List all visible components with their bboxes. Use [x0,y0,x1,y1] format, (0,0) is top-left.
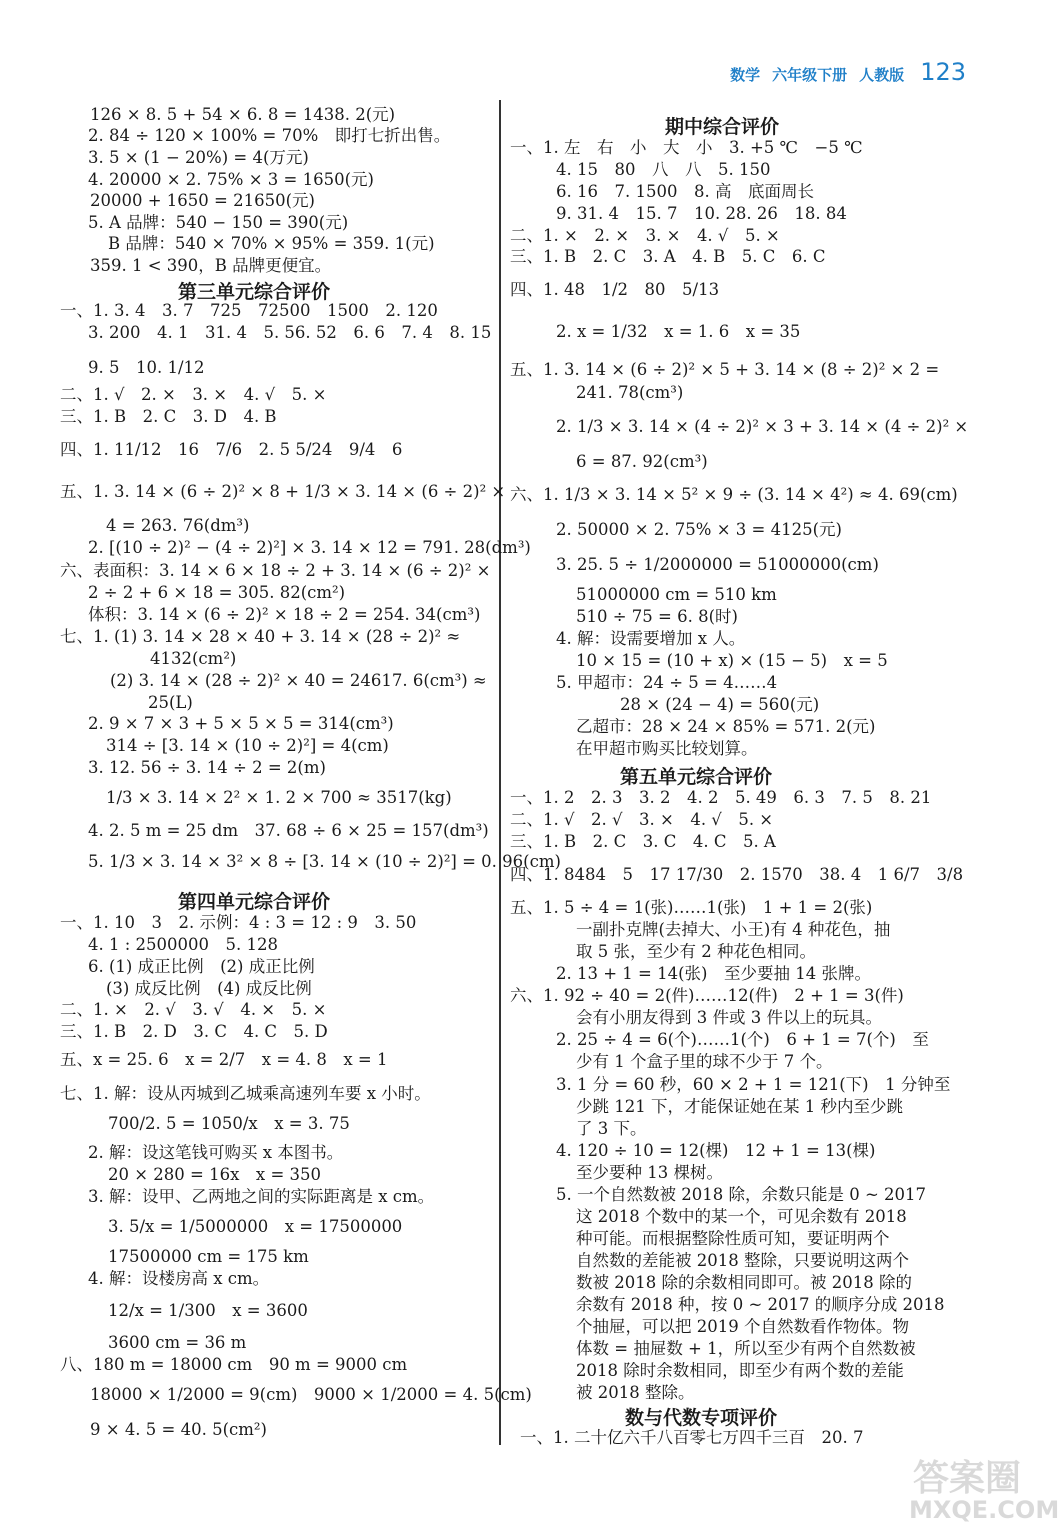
answer-line: 359. 1 < 390，B 品牌更便宜。 [90,256,332,275]
answer-line: 6 = 87. 92(cm³) [576,452,708,471]
answer-line: 五、1. 3. 14 × (6 ÷ 2)² × 5 + 3. 14 × (8 ÷ 2)² × 2 = [510,360,940,379]
answer-line: 数被 2018 除的余数相同即可。被 2018 除的 [576,1273,912,1292]
answer-line: 五、1. 3. 14 × (6 ÷ 2)² × 8 + 1/3 × 3. 14 × (6 ÷ 2)² × [60,482,506,501]
header-subject: 数学 [730,66,761,84]
answer-line: 17500000 cm = 175 km [108,1247,309,1266]
answer-line: 314 ÷ [3. 14 × (10 ÷ 2)²] = 4(cm) [106,736,389,755]
header-edition: 人教版 [859,66,905,84]
answer-line: 乙超市：28 × 24 × 85% = 571. 2(元) [576,717,876,736]
answer-line: 20000 + 1650 = 21650(元) [90,191,315,210]
answer-line: 三、1. B 2. C 3. C 4. C 5. A [510,832,776,851]
answer-line: 10 × 15 = (10 + x) × (15 − 5) x = 5 [576,651,888,670]
answer-line: 2. [(10 ÷ 2)² − (4 ÷ 2)²] × 3. 14 × 12 = 791. 28(dm³) [88,538,531,557]
answer-line: 在甲超市购买比较划算。 [576,739,758,758]
answer-line: 4. 20000 × 2. 75% × 3 = 1650(元) [88,170,374,189]
answer-line: 被 2018 整除。 [576,1383,695,1402]
answer-line: 2. 1/3 × 3. 14 × (4 ÷ 2)² × 3 + 3. 14 × (4 ÷ 2)² × [556,417,969,436]
answer-line: 3. 200 4. 1 31. 4 5. 56. 52 6. 6 7. 4 8. 15 [88,323,492,342]
answer-line: 三、1. B 2. D 3. C 4. C 5. D [60,1022,328,1041]
answer-line: 自然数的差能被 2018 整除，只要说明这两个 [576,1251,909,1270]
answer-line: 5. A 品牌：540 − 150 = 390(元) [88,213,349,232]
answer-line: 3. 25. 5 ÷ 1/2000000 = 51000000(cm) [556,555,879,574]
answer-line: 2. 50000 × 2. 75% × 3 = 4125(元) [556,520,842,539]
answer-line: 6. 16 7. 1500 8. 高 底面周长 [556,182,814,201]
answer-line: 六、1. 1/3 × 3. 14 × 5² × 9 ÷ (3. 14 × 4²) ≈ 4. 69(cm) [510,485,958,504]
answer-line: 3. 解：设甲、乙两地之间的实际距离是 x cm。 [88,1187,435,1206]
answer-line: 2 ÷ 2 + 6 × 18 = 305. 82(cm²) [88,583,346,602]
answer-line: 9 × 4. 5 = 40. 5(cm²) [90,1420,267,1439]
answer-line: 一、1. 10 3 2. 示例：4 : 3 = 12 : 9 3. 50 [60,913,417,932]
answer-line: 五、x = 25. 6 x = 2/7 x = 4. 8 x = 1 [60,1050,388,1069]
answer-line: 体积：3. 14 × (6 ÷ 2)² × 18 ÷ 2 = 254. 34(cm³) [88,605,481,624]
answer-line: 七、1. (1) 3. 14 × 28 × 40 + 3. 14 × (28 ÷ 2)² ≈ [60,627,461,646]
answer-line: 4. 2. 5 m = 25 dm 37. 68 ÷ 6 × 25 = 157(dm³) [88,821,489,840]
answer-line: 3. 12. 56 ÷ 3. 14 ÷ 2 = 2(m) [88,758,326,777]
answer-line: 二、1. × 2. √ 3. √ 4. × 5. × [60,1000,327,1019]
answer-line: 4. 解：设楼房高 x cm。 [88,1269,270,1288]
answer-line: 2. 25 ÷ 4 = 6(个)……1(个) 6 + 1 = 7(个) 至 [556,1030,929,1049]
answer-line: 二、1. √ 2. × 3. × 4. √ 5. × [60,385,327,404]
section-title-unit3: 第三单元综合评价 [178,281,331,303]
answer-line: 2. 解：设这笔钱可购买 x 本图书。 [88,1143,344,1162]
answer-line: 28 × (24 − 4) = 560(元) [620,695,820,714]
answer-line: 5. 甲超市：24 ÷ 5 = 4……4 [556,673,778,692]
answer-line: B 品牌：540 × 70% × 95% = 359. 1(元) [108,234,435,253]
answer-line: 2. x = 1/32 x = 1. 6 x = 35 [556,322,801,341]
answer-line: 4 = 263. 76(dm³) [106,516,250,535]
answer-line: 126 × 8. 5 + 54 × 6. 8 = 1438. 2(元) [90,105,396,124]
answer-line: 一副扑克牌(去掉大、小王)有 4 种花色，抽 [576,920,891,939]
answer-line: 六、表面积：3. 14 × 6 × 18 ÷ 2 + 3. 14 × (6 ÷ 2)² × [60,561,491,580]
answer-line: 51000000 cm = 510 km [576,585,777,604]
answer-line: 3. 5/x = 1/5000000 x = 17500000 [108,1217,403,1236]
answer-line: 9. 5 10. 1/12 [88,358,205,377]
answer-line: 12/x = 1/300 x = 3600 [108,1301,308,1320]
answer-line: 二、1. √ 2. √ 3. × 4. √ 5. × [510,810,774,829]
answer-line: 三、1. B 2. C 3. D 4. B [60,407,277,426]
watermark-text: 答案圈 [913,1458,1022,1499]
answer-line: 四、1. 8484 5 17 17/30 2. 1570 38. 4 1 6/7 3/8 [510,865,964,884]
answer-line: 25(L) [148,693,193,712]
answer-line: 5. 一个自然数被 2018 除，余数只能是 0 ~ 2017 [556,1185,927,1204]
answer-line: 会有小朋友得到 3 件或 3 件以上的玩具。 [576,1008,882,1027]
answer-line: 4. 120 ÷ 10 = 12(棵) 12 + 1 = 13(棵) [556,1141,876,1160]
answer-line: (3) 成反比例 (4) 成反比例 [106,979,312,998]
section-title-midterm: 期中综合评价 [665,116,780,138]
answer-line: 这 2018 个数中的某一个，可见余数有 2018 [576,1207,907,1226]
answer-line: 一、1. 左 右 小 大 小 3. +5 ℃ −5 ℃ [510,138,863,157]
answer-line: 一、1. 二十亿六千八百零七万四千三百 20. 7 [520,1428,864,1447]
page-number: 123 [920,58,966,86]
answer-line: 6. (1) 成正比例 (2) 成正比例 [88,957,315,976]
section-title-numbers-algebra: 数与代数专项评价 [625,1407,778,1429]
answer-line: 余数有 2018 种，按 0 ~ 2017 的顺序分成 2018 [576,1295,945,1314]
answer-line: 取 5 张，至少有 2 种花色相同。 [576,942,816,961]
section-title-unit5: 第五单元综合评价 [620,766,773,788]
answer-line: 一、1. 2 2. 3 3. 2 4. 2 5. 49 6. 3 7. 5 8. 21 [510,788,932,807]
answer-line: 3. 5 × (1 − 20%) = 4(万元) [88,148,309,167]
answer-line: 2018 除时余数相同，即至少有两个数的差能 [576,1361,904,1380]
answer-line: 种可能。而根据整除性质可知，要证明两个 [576,1229,890,1248]
answer-line: 20 × 280 = 16x x = 350 [108,1165,322,1184]
page-header [730,58,966,86]
answer-line: 5. 1/3 × 3. 14 × 3² × 8 ÷ [3. 14 × (10 ÷ 2)²] = 0. 96(cm) [88,852,561,871]
answer-line: 少有 1 个盒子里的球不少于 7 个。 [576,1052,833,1071]
answer-line: 六、1. 92 ÷ 40 = 2(件)……12(件) 2 + 1 = 3(件) [510,986,904,1005]
header-grade: 六年级下册 [772,66,848,84]
answer-line: 2. 9 × 7 × 3 + 5 × 5 × 5 = 314(cm³) [88,714,394,733]
answer-line: 三、1. B 2. C 3. A 4. B 5. C 6. C [510,247,826,266]
answer-line: 四、1. 11/12 16 7/6 2. 5 5/24 9/4 6 [60,440,403,459]
answer-line: 至少要种 13 棵树。 [576,1163,723,1182]
answer-line: 700/2. 5 = 1050/x x = 3. 75 [108,1114,350,1133]
answer-line: 18000 × 1/2000 = 9(cm) 9000 × 1/2000 = 4. 5(cm) [90,1385,532,1404]
answer-line: 4132(cm²) [150,649,237,668]
answer-line: 二、1. × 2. × 3. × 4. √ 5. × [510,226,780,245]
answer-line: 体数 = 抽屉数 + 1，所以至少有两个自然数被 [576,1339,916,1358]
answer-line: 五、1. 5 ÷ 4 = 1(张)……1(张) 1 + 1 = 2(张) [510,898,873,917]
answer-line: 七、1. 解：设从丙城到乙城乘高速列车要 x 小时。 [60,1084,431,1103]
watermark-url: MXQE.COM [909,1496,1060,1524]
answer-line: 510 ÷ 75 = 6. 8(时) [576,607,738,626]
answer-line: (2) 3. 14 × (28 ÷ 2)² × 40 = 24617. 6(cm³) ≈ [110,671,487,690]
section-title-unit4: 第四单元综合评价 [178,891,331,913]
answer-line: 4. 1 : 2500000 5. 128 [88,935,278,954]
answer-line: 1/3 × 3. 14 × 2² × 1. 2 × 700 ≈ 3517(kg) [106,788,452,807]
answer-line: 3. 1 分 = 60 秒，60 × 2 + 1 = 121(下) 1 分钟至 [556,1075,951,1094]
answer-line: 2. 84 ÷ 120 × 100% = 70% 即打七折出售。 [88,126,451,145]
answer-line: 少跳 121 下，才能保证她在某 1 秒内至少跳 [576,1097,903,1116]
answer-line: 了 3 下。 [576,1119,647,1138]
answer-line: 4. 解：设需要增加 x 人。 [556,629,746,648]
answer-line: 个抽屉，可以把 2019 个自然数看作物体。物 [576,1317,909,1336]
answer-line: 2. 13 + 1 = 14(张) 至少要抽 14 张牌。 [556,964,871,983]
watermark-logo [903,1450,1060,1530]
column-divider [499,100,501,1445]
answer-line: 9. 31. 4 15. 7 10. 28. 26 18. 84 [556,204,847,223]
answer-line: 四、1. 48 1/2 80 5/13 [510,280,720,299]
answer-line: 241. 78(cm³) [576,383,684,402]
answer-line: 3600 cm = 36 m [108,1333,247,1352]
answer-line: 4. 15 80 八 八 5. 150 [556,160,771,179]
answer-line: 一、1. 3. 4 3. 7 725 72500 1500 2. 120 [60,301,438,320]
answer-line: 八、180 m = 18000 cm 90 m = 9000 cm [60,1355,408,1374]
